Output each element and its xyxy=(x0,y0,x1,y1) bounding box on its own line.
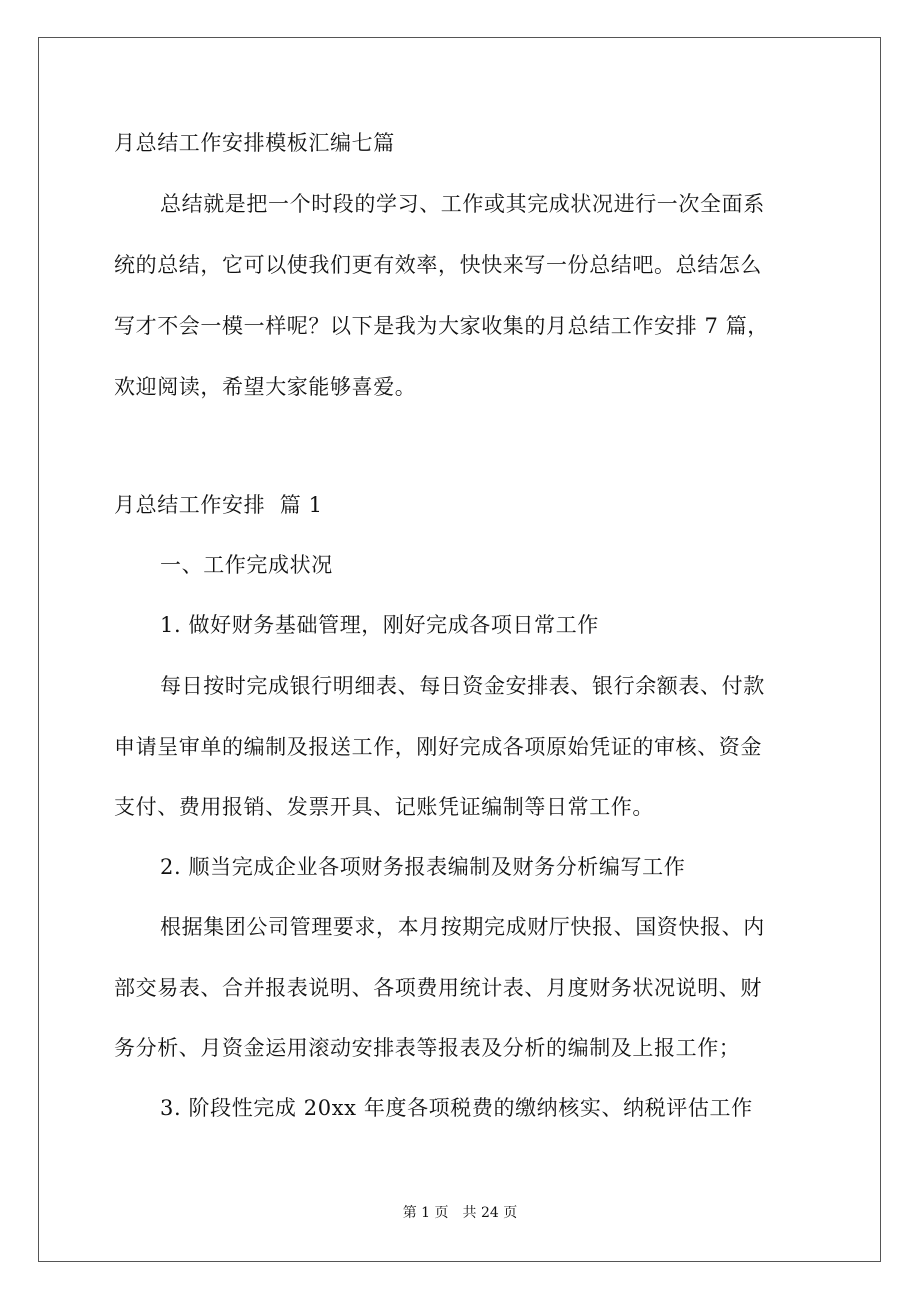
heading-work-status: 一、工作完成状况 xyxy=(160,553,333,577)
page-footer xyxy=(0,1204,920,1222)
page-total: 共 24 页 xyxy=(462,1205,518,1221)
intro-line-2: 统的总结，它可以使我们更有效率，快快来写一份总结吧。总结怎么 xyxy=(114,253,762,277)
item-3-title: 3. 阶段性完成 20xx 年度各项税费的缴纳核实、纳税评估工作 xyxy=(160,1096,753,1120)
item-1-body-line-1: 每日按时完成银行明细表、每日资金安排表、银行余额表、付款 xyxy=(160,674,765,698)
item-1-body-line-2: 申请呈审单的编制及报送工作，刚好完成各项原始凭证的审核、资金 xyxy=(114,735,762,759)
intro-line-3: 写才不会一模一样呢？以下是我为大家收集的月总结工作安排 7 篇， xyxy=(114,314,769,338)
page-number: 第 1 页 xyxy=(402,1205,449,1221)
item-1-title: 1. 做好财务基础管理，刚好完成各项日常工作 xyxy=(160,613,599,637)
item-2-body-line-1: 根据集团公司管理要求，本月按期完成财厅快报、国资快报、内 xyxy=(160,915,765,939)
item-2-body-line-2: 部交易表、合并报表说明、各项费用统计表、月度财务状况说明、财 xyxy=(114,976,762,1000)
item-1-body-line-3: 支付、费用报销、发票开具、记账凭证编制等日常工作。 xyxy=(114,795,654,819)
intro-line-1: 总结就是把一个时段的学习、工作或其完成状况进行一次全面系 xyxy=(160,192,765,216)
page-frame xyxy=(38,37,881,1262)
item-2-body-line-3: 务分析、月资金运用滚动安排表等报表及分析的编制及上报工作； xyxy=(114,1036,741,1060)
intro-line-4: 欢迎阅读，希望大家能够喜爱。 xyxy=(114,375,417,399)
item-2-title: 2. 顺当完成企业各项财务报表编制及财务分析编写工作 xyxy=(160,855,686,879)
document-title: 月总结工作安排模板汇编七篇 xyxy=(114,131,395,155)
section-title: 月总结工作安排 篇 1 xyxy=(114,493,323,517)
